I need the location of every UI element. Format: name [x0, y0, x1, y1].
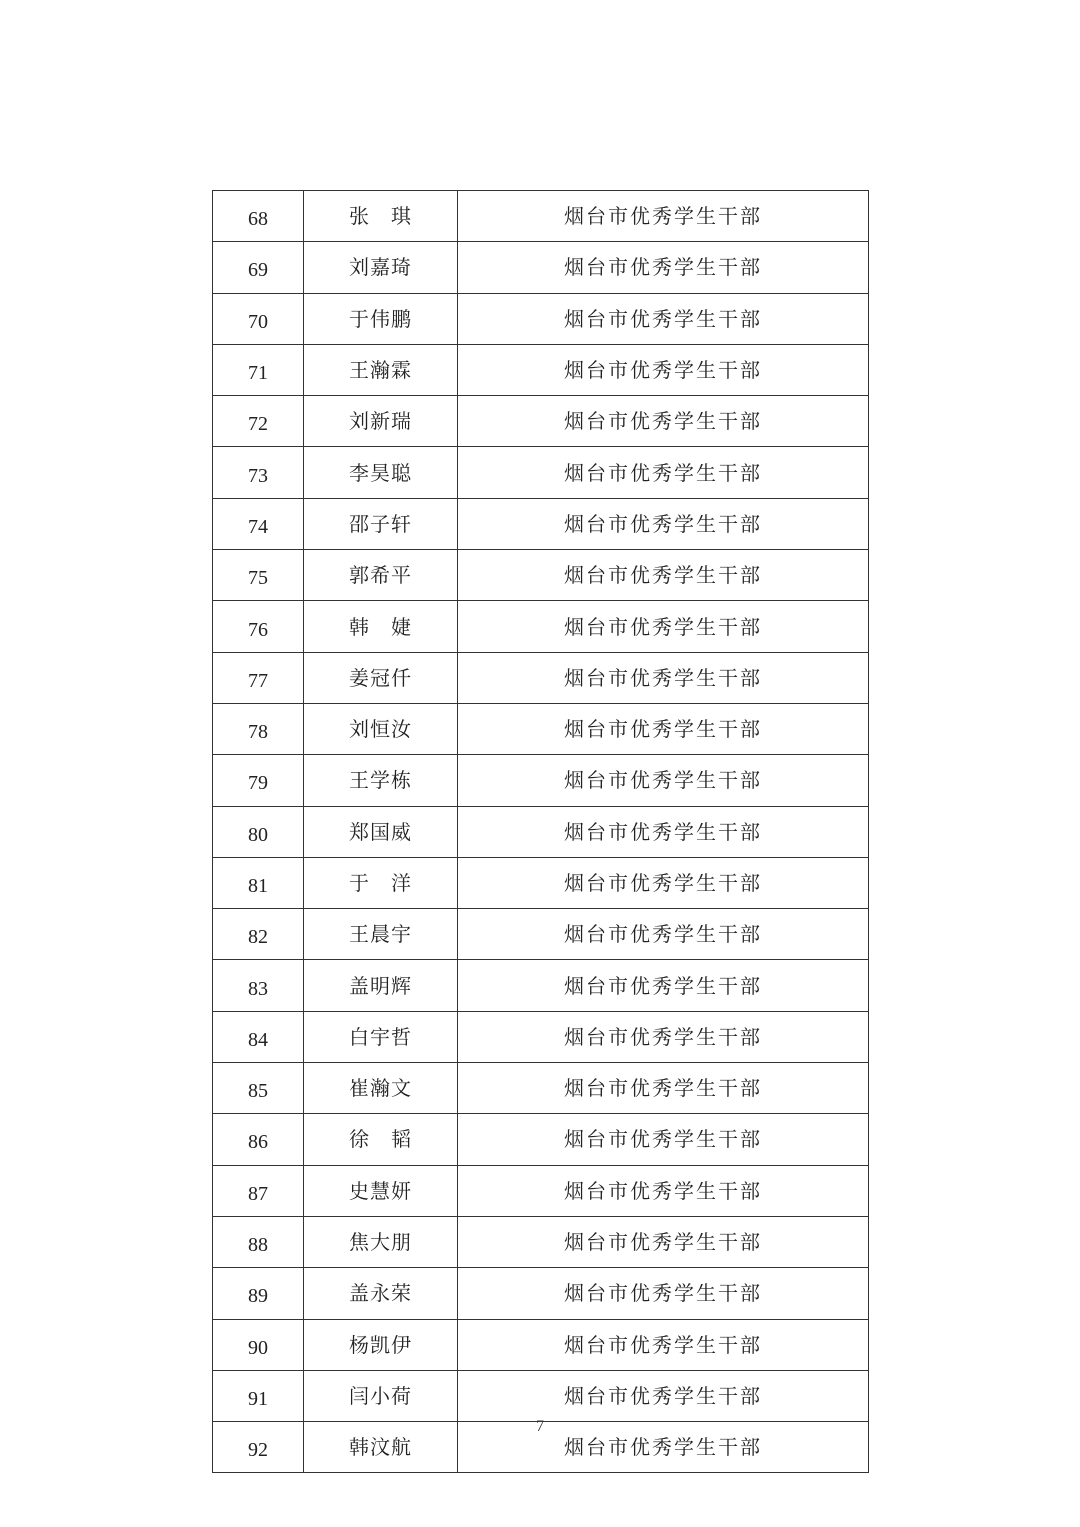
- row-number: 71: [213, 344, 304, 395]
- row-number: 91: [213, 1370, 304, 1421]
- table-row: [213, 1011, 869, 1062]
- table-row: [213, 960, 869, 1011]
- award-title: 烟台市优秀学生干部: [458, 191, 869, 242]
- row-number: 82: [213, 909, 304, 960]
- row-number: 78: [213, 703, 304, 754]
- student-name: 郭希平: [304, 550, 458, 601]
- student-name: 李昊聪: [304, 447, 458, 498]
- student-name: 王晨宇: [304, 909, 458, 960]
- page-number: 7: [536, 1418, 544, 1435]
- row-number: 68: [213, 191, 304, 242]
- row-number: 84: [213, 1011, 304, 1062]
- row-number: 80: [213, 806, 304, 857]
- award-title: 烟台市优秀学生干部: [458, 857, 869, 908]
- row-number: 89: [213, 1268, 304, 1319]
- award-title: 烟台市优秀学生干部: [458, 1114, 869, 1165]
- award-title: 烟台市优秀学生干部: [458, 909, 869, 960]
- student-name: 闫小荷: [304, 1370, 458, 1421]
- row-number: 69: [213, 242, 304, 293]
- row-number: 79: [213, 755, 304, 806]
- student-name: 韩汶航: [304, 1422, 458, 1473]
- row-number: 73: [213, 447, 304, 498]
- award-title: 烟台市优秀学生干部: [458, 806, 869, 857]
- student-name: 崔瀚文: [304, 1063, 458, 1114]
- student-name: 刘新瑞: [304, 396, 458, 447]
- student-name: 焦大朋: [304, 1216, 458, 1267]
- table-row: [213, 191, 869, 242]
- table-row: [213, 652, 869, 703]
- student-name: 邵子轩: [304, 498, 458, 549]
- student-name: 盖永荣: [304, 1268, 458, 1319]
- row-number: 86: [213, 1114, 304, 1165]
- table-row: [213, 1216, 869, 1267]
- table-row: [213, 498, 869, 549]
- table-row: [213, 293, 869, 344]
- student-name: 张 琪: [304, 191, 458, 242]
- row-number: 92: [213, 1422, 304, 1473]
- table-row: [213, 909, 869, 960]
- table-row: [213, 1114, 869, 1165]
- row-number: 90: [213, 1319, 304, 1370]
- student-name: 徐 韬: [304, 1114, 458, 1165]
- table-row: [213, 344, 869, 395]
- award-title: 烟台市优秀学生干部: [458, 1165, 869, 1216]
- table-row: [213, 601, 869, 652]
- student-name: 韩 婕: [304, 601, 458, 652]
- student-name: 于 洋: [304, 857, 458, 908]
- table-row: [213, 396, 869, 447]
- table-row: [213, 806, 869, 857]
- award-title: 烟台市优秀学生干部: [458, 755, 869, 806]
- row-number: 76: [213, 601, 304, 652]
- table-row: [213, 857, 869, 908]
- award-title: 烟台市优秀学生干部: [458, 601, 869, 652]
- award-title: 烟台市优秀学生干部: [458, 498, 869, 549]
- table-row: [213, 550, 869, 601]
- student-name: 郑国威: [304, 806, 458, 857]
- award-title: 烟台市优秀学生干部: [458, 447, 869, 498]
- award-title: 烟台市优秀学生干部: [458, 344, 869, 395]
- award-title: 烟台市优秀学生干部: [458, 1011, 869, 1062]
- student-name: 王瀚霖: [304, 344, 458, 395]
- row-number: 88: [213, 1216, 304, 1267]
- table-row: [213, 1268, 869, 1319]
- row-number: 87: [213, 1165, 304, 1216]
- student-name: 于伟鹏: [304, 293, 458, 344]
- table-row: [213, 1063, 869, 1114]
- award-title: 烟台市优秀学生干部: [458, 1063, 869, 1114]
- award-title: 烟台市优秀学生干部: [458, 293, 869, 344]
- student-name: 王学栋: [304, 755, 458, 806]
- student-name: 白宇哲: [304, 1011, 458, 1062]
- award-title: 烟台市优秀学生干部: [458, 1268, 869, 1319]
- award-title: 烟台市优秀学生干部: [458, 396, 869, 447]
- row-number: 74: [213, 498, 304, 549]
- row-number: 75: [213, 550, 304, 601]
- award-title: 烟台市优秀学生干部: [458, 960, 869, 1011]
- award-title: 烟台市优秀学生干部: [458, 1370, 869, 1421]
- row-number: 77: [213, 652, 304, 703]
- table-row: [213, 1370, 869, 1421]
- award-list-body: [213, 191, 869, 1473]
- table-row: [213, 447, 869, 498]
- student-name: 盖明辉: [304, 960, 458, 1011]
- award-title: 烟台市优秀学生干部: [458, 550, 869, 601]
- table-row: [213, 1319, 869, 1370]
- table-row: [213, 1165, 869, 1216]
- award-title: 烟台市优秀学生干部: [458, 652, 869, 703]
- row-number: 70: [213, 293, 304, 344]
- row-number: 85: [213, 1063, 304, 1114]
- award-title: 烟台市优秀学生干部: [458, 1319, 869, 1370]
- student-name: 刘恒汝: [304, 703, 458, 754]
- student-name: 刘嘉琦: [304, 242, 458, 293]
- award-list-table: [212, 190, 869, 1473]
- student-name: 杨凯伊: [304, 1319, 458, 1370]
- row-number: 83: [213, 960, 304, 1011]
- table-row: [213, 755, 869, 806]
- table-row: [213, 242, 869, 293]
- student-name: 史慧妍: [304, 1165, 458, 1216]
- award-title: 烟台市优秀学生干部: [458, 1422, 869, 1473]
- row-number: 72: [213, 396, 304, 447]
- student-name: 姜冠仟: [304, 652, 458, 703]
- award-title: 烟台市优秀学生干部: [458, 1216, 869, 1267]
- award-title: 烟台市优秀学生干部: [458, 703, 869, 754]
- row-number: 81: [213, 857, 304, 908]
- award-title: 烟台市优秀学生干部: [458, 242, 869, 293]
- table-row: [213, 703, 869, 754]
